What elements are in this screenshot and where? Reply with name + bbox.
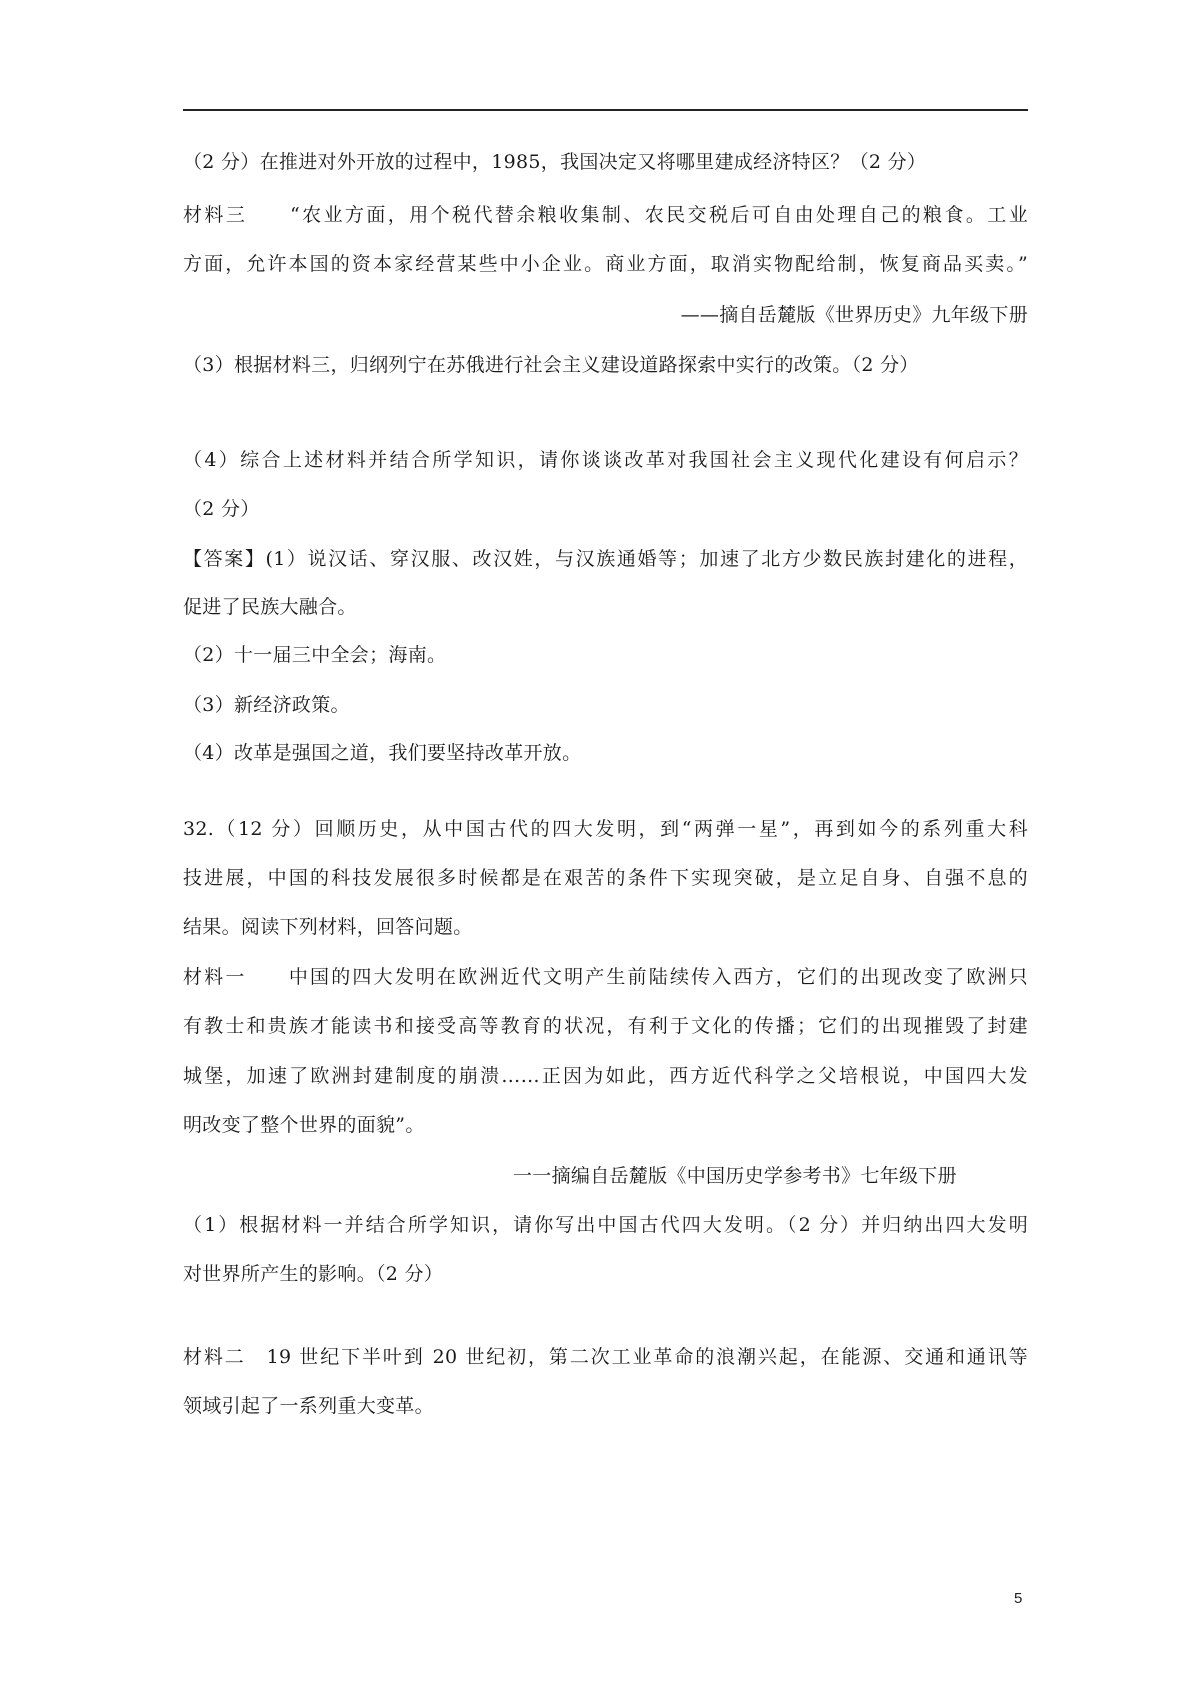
text-line: 材料一 中国的四大发明在欧洲近代文明产生前陆续传入西方，它们的出现改变了欧洲只	[183, 966, 1028, 988]
answer-line: 促进了民族大融合。	[183, 596, 357, 618]
text-line: 城堡，加速了欧洲封建制度的崩溃……正因为如此，西方近代科学之父培根说，中国四大发	[183, 1065, 1028, 1087]
question-line: （1）根据材料一并结合所学知识，请你写出中国古代四大发明。（2 分）并归纳出四大发明	[183, 1214, 1028, 1236]
header-rule	[183, 109, 1028, 111]
text-line: 领域引起了一系列重大变革。	[183, 1395, 434, 1417]
text-line: 明改变了整个世界的面貌”。	[183, 1114, 425, 1136]
question-line: 32.（12 分）回顺历史，从中国古代的四大发明，到“两弹一星”，再到如今的系列重大科	[183, 818, 1028, 840]
answer-line: 【答案】(1）说汉话、穿汉服、改汉姓，与汉族通婚等；加速了北方少数民族封建化的进程，	[183, 548, 1028, 570]
text-line: 材料二 19 世纪下半叶到 20 世纪初，第二次工业革命的浪潮兴起，在能源、交通和通讯等	[183, 1346, 1028, 1368]
answer-line: （4）改革是强国之道，我们要坚持改革开放。	[183, 742, 582, 764]
text-line: （4）综合上述材料并结合所学知识，请你谈谈改革对我国社会主义现代化建设有何启示？	[183, 449, 1028, 471]
page-number: 5	[1014, 1590, 1023, 1607]
text-line: （3）根据材料三，归纲列宁在苏俄进行社会主义建设道路探索中实行的改策。（2 分）	[183, 354, 919, 376]
text-line: 方面，允许本国的资本家经营某些中小企业。商业方面，取消实物配给制，恢复商品买卖。”	[183, 253, 1028, 275]
source-citation: 一一摘编自岳麓版《中国历史学参考书》七年级下册	[513, 1165, 957, 1187]
text-line: 材料三 “农业方面，用个税代替余粮收集制、农民交税后可自由处理自己的粮食。工业	[183, 204, 1028, 226]
question-line: 技进展，中国的科技发展很多时候都是在艰苦的条件下实现突破，是立足自身、自强不息的	[183, 867, 1028, 889]
text-line: （2 分）	[183, 498, 260, 520]
question-line: 对世界所产生的影响。（2 分）	[183, 1263, 444, 1285]
answer-line: （3）新经济政策。	[183, 694, 350, 716]
question-line: 结果。阅读下列材料，回答问题。	[183, 916, 473, 938]
answer-line: （2）十一届三中全会；海南。	[183, 644, 447, 666]
text-line: （2 分）在推进对外开放的过程中，1985，我国决定又将哪里建成经济特区？（2 分）	[183, 151, 927, 173]
source-citation: ——摘自岳麓版《世界历史》九年级下册	[680, 304, 1028, 326]
text-line: 有教士和贵族才能读书和接受高等教育的状况，有利于文化的传播；它们的出现摧毁了封建	[183, 1015, 1028, 1037]
